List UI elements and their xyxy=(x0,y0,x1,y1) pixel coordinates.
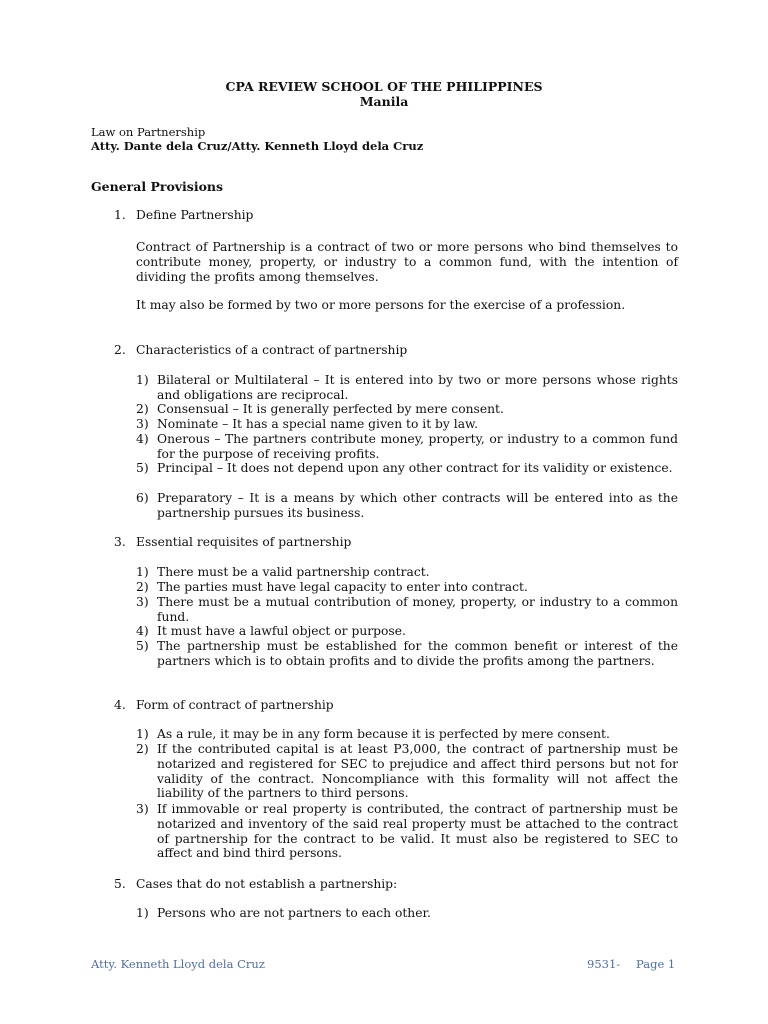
list-item-text: There must be a valid partnership contract. xyxy=(157,565,430,579)
list-item-number: 2) xyxy=(136,402,149,416)
list-item-number: 1) xyxy=(136,906,149,920)
list-item-number: 1) xyxy=(136,565,149,579)
list-item-text: Consensual – It is generally perfected by mere consent. xyxy=(157,402,504,416)
school-name: CPA REVIEW SCHOOL OF THE PHILIPPINES xyxy=(225,79,543,94)
item-number: 3. xyxy=(114,535,126,549)
authors-line: Atty. Dante dela Cruz/Atty. Kenneth Lloyd dela Cruz xyxy=(91,139,424,153)
item-number: 2. xyxy=(114,343,126,357)
list-item-number: 4) xyxy=(136,432,149,446)
list-item-text: There must be a mutual contribution of money, property, or industry to a common fund. xyxy=(157,595,678,624)
item-title: Essential requisites of partnership xyxy=(136,535,352,549)
paragraph: It may also be formed by two or more persons for the exercise of a profession. xyxy=(136,298,626,312)
list-item-number: 3) xyxy=(136,595,149,609)
item-title: Cases that do not establish a partnership: xyxy=(136,877,398,891)
school-city: Manila xyxy=(359,94,409,109)
item-title: Characteristics of a contract of partnership xyxy=(136,343,408,357)
list-item-number: 1) xyxy=(136,373,149,387)
item-number: 4. xyxy=(114,698,126,712)
list-item-text: If the contributed capital is at least P3,000, the contract of partnership must be notarized and registered for SEC to prejudice and affect third persons but not for validity of the contract. Noncompliance with this formality will not affect the liability of the partners to third persons. xyxy=(157,742,678,801)
list-item-number: 5) xyxy=(136,639,149,653)
list-item-number: 4) xyxy=(136,624,149,638)
list-item-text: The parties must have legal capacity to enter into contract. xyxy=(157,580,528,594)
list-item-number: 3) xyxy=(136,802,149,816)
footer-page: Page 1 xyxy=(636,957,676,971)
list-item-number: 6) xyxy=(136,491,149,505)
document-header xyxy=(0,79,768,109)
list-item-number: 3) xyxy=(136,417,149,431)
list-item-text: As a rule, it may be in any form because it is perfected by mere consent. xyxy=(157,727,610,741)
item-title: Define Partnership xyxy=(136,208,254,222)
item-title: Form of contract of partnership xyxy=(136,698,334,712)
list-item-text: Persons who are not partners to each other. xyxy=(157,906,431,920)
list-item-text: Preparatory – It is a means by which other contracts will be entered into as the partnership pursues its business. xyxy=(157,491,678,520)
list-item-text: Onerous – The partners contribute money, property, or industry to a common fund for the purpose of receiving profits. xyxy=(157,432,678,461)
list-item-number: 2) xyxy=(136,742,149,756)
list-item-text: Principal – It does not depend upon any other contract for its validity or existence. xyxy=(157,461,673,475)
list-item-number: 2) xyxy=(136,580,149,594)
item-number: 1. xyxy=(114,208,126,222)
item-number: 5. xyxy=(114,877,126,891)
list-item-text: If immovable or real property is contributed, the contract of partnership must be notarized and inventory of the said real property must be attached to the contract of partnership for the contract to be valid. It must also be registered to SEC to affect and bind third persons. xyxy=(157,802,678,861)
list-item-number: 5) xyxy=(136,461,149,475)
paragraph: Contract of Partnership is a contract of two or more persons who bind themselves to contribute money, property, or industry to a common fund, with the intention of dividing the profits among themselves. xyxy=(136,240,678,284)
list-item-text: The partnership must be established for the common benefit or interest of the partners which is to obtain profits and to divide the profits among the partners. xyxy=(157,639,678,668)
footer-author: Atty. Kenneth Lloyd dela Cruz xyxy=(91,957,265,971)
list-item-number: 1) xyxy=(136,727,149,741)
document-meta xyxy=(91,125,423,153)
subject-line: Law on Partnership xyxy=(91,125,206,139)
footer-code: 9531- xyxy=(587,957,621,971)
list-item-text: It must have a lawful object or purpose. xyxy=(157,624,406,638)
section-title: General Provisions xyxy=(91,179,224,194)
list-item-text: Bilateral or Multilateral – It is entered into by two or more persons whose rights and obligations are reciprocal. xyxy=(157,373,678,402)
list-item-text: Nominate – It has a special name given to it by law. xyxy=(157,417,479,431)
